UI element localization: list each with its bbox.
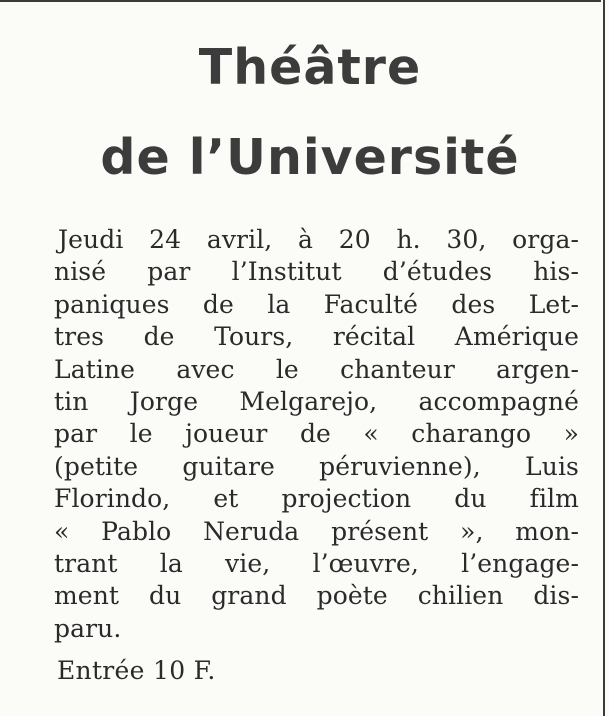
article-line: nisé par l’Institut d’études his-	[54, 257, 579, 287]
headline-line-2: de l’Université	[100, 129, 520, 186]
article-line: « Pablo Neruda présent », mon-	[54, 516, 579, 546]
article-body	[54, 224, 579, 645]
headline-line-1: Théâtre	[198, 39, 422, 96]
article-line: trant la vie, l’œuvre, l’engage-	[54, 548, 579, 578]
article-line: ment du grand poète chilien dis-	[54, 581, 579, 611]
article-line: tres de Tours, récital Amérique	[54, 322, 579, 352]
article-line: paru.	[54, 613, 122, 643]
article-line: paniques de la Faculté des Let-	[54, 289, 579, 319]
article-line: tin Jorge Melgarejo, accompagné	[54, 386, 579, 416]
admission-price: Entrée 10 F.	[57, 656, 216, 685]
article-line: (petite guitare péruvienne), Luis	[54, 451, 579, 481]
article-line: Latine avec le chanteur argen-	[54, 354, 579, 384]
article-line: Florindo, et projection du film	[54, 484, 579, 514]
top-border-rule	[0, 0, 601, 2]
right-border-rule	[603, 0, 605, 716]
article-line: par le joueur de « charango »	[54, 419, 579, 449]
article-line: Jeudi 24 avril, à 20 h. 30, orga-	[58, 225, 579, 254]
